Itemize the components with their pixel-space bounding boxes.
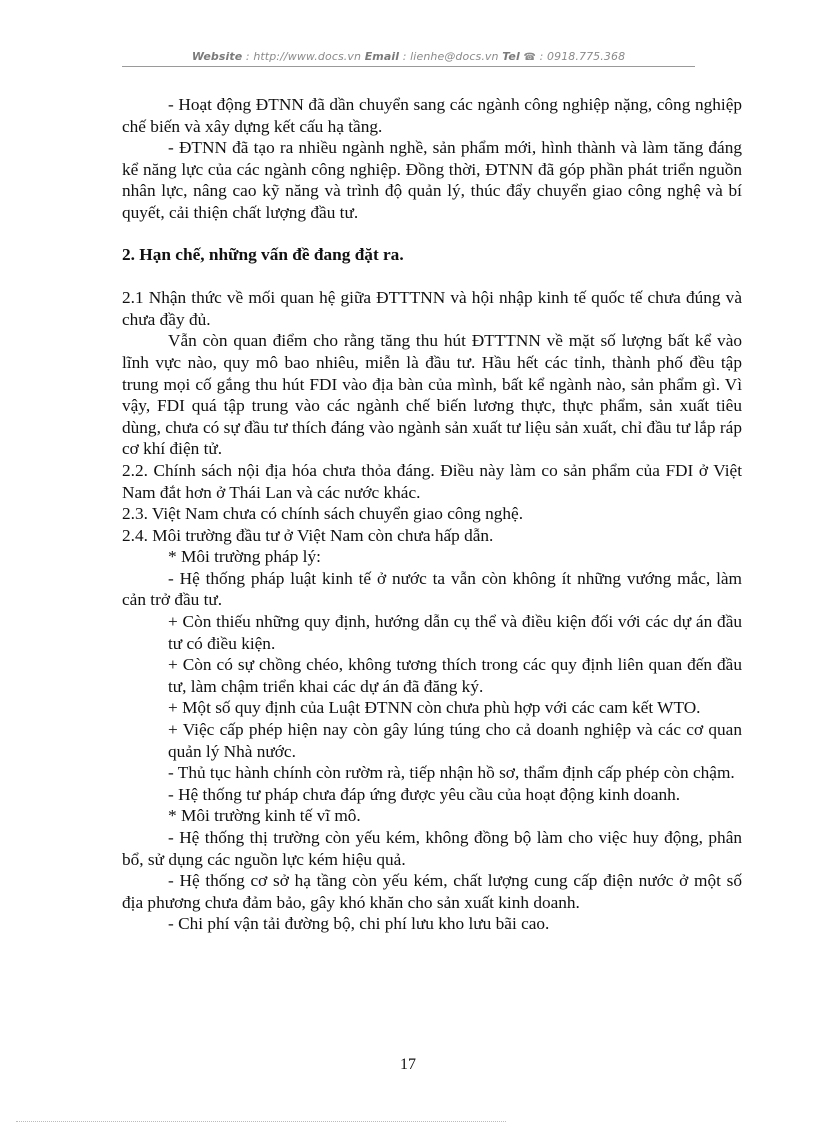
list-subitem: + Còn có sự chồng chéo, không tương thích trong các quy định liên quan đến đầu tư, làm chậm triển khai các dự án đã đăng ký. [168,655,742,696]
tel-label: Tel [502,50,520,63]
list-item: - Hệ thống tư pháp chưa đáp ứng được yêu cầu của hoạt động kinh doanh. [168,784,681,804]
website-label: Website [191,50,243,63]
list-item: - Hệ thống cơ sở hạ tầng còn yếu kém, chất lượng cung cấp điện nước ở một số địa phương chưa đảm bảo, gây khó khăn cho sản xuất kinh doanh. [122,871,742,912]
list-item: - Chi phí vận tải đường bộ, chi phí lưu kho lưu bãi cao. [168,914,550,934]
subheading-legal: * Môi trường pháp lý: [168,547,321,567]
email-label: Email [364,50,400,63]
list-item: - Hệ thống thị trường còn yếu kém, không đồng bộ làm cho việc huy động, phân bổ, sử dụng các nguồn lực kém hiệu quả. [122,828,742,869]
list-item: - Thủ tục hành chính còn rườm rà, tiếp nhận hồ sơ, thẩm định cấp phép còn chậm. [168,763,735,783]
email-value: : lienhe@docs.vn [399,50,503,63]
page-bottom-border [16,1121,506,1122]
paragraph: - ĐTNN đã tạo ra nhiều ngành nghề, sản phẩm mới, hình thành và làm tăng đáng kể năng lực của các ngành công nghiệp. Đồng thời, ĐTNN đã góp phần phát triển nguồn nhân lực, nâng cao kỹ năng và trình độ quản lý, thúc đẩy chuyển giao công nghệ và bí quyết, cải thiện chất lượng đầu tư. [122,138,742,222]
subheading-macro: * Môi trường kinh tế vĩ mô. [168,806,361,826]
page-number: 17 [400,1056,416,1073]
phone-icon: ☎ [523,52,536,63]
subsection-title: 2.4. Môi trường đầu tư ở Việt Nam còn chưa hấp dẫn. [122,525,494,545]
list-item: - Hệ thống pháp luật kinh tế ở nước ta vẫn còn không ít những vướng mắc, làm cản trở đầu tư. [122,568,742,610]
tel-value: : 0918.775.368 [536,50,626,63]
list-subitem: + Một số quy định của Luật ĐTNN còn chưa phù hợp với các cam kết WTO. [168,698,701,718]
list-subitem: + Việc cấp phép hiện nay còn gây lúng túng cho cả doanh nghiệp và các cơ quan quản lý Nhà nước. [168,720,742,761]
section-heading: 2. Hạn chế, những vấn đề đang đặt ra. [122,244,404,264]
subsection-title: 2.2. Chính sách nội địa hóa chưa thỏa đáng. Điều này làm co sản phẩm của FDI ở Việt Nam đắt hơn ở Thái Lan và các nước khác. [122,460,742,502]
list-subitem: + Còn thiếu những quy định, hướng dẫn cụ thể và điều kiện đối với các dự án đầu tư có điều kiện. [168,612,742,653]
website-value: : http://www.docs.vn [242,50,365,63]
subsection-title: 2.3. Việt Nam chưa có chính sách chuyển giao công nghệ. [122,504,524,524]
paragraph: - Hoạt động ĐTNN đã dần chuyển sang các ngành công nghiệp nặng, công nghiệp chế biến và xây dựng kết cấu hạ tầng. [122,95,742,136]
subsection-title: 2.1 Nhận thức về mối quan hệ giữa ĐTTTNN và hội nhập kinh tế quốc tế chưa đúng và chưa đầy đủ. [122,288,742,329]
document-body [122,94,742,935]
page-header [122,47,695,66]
header-divider [122,66,695,67]
paragraph: Vẫn còn quan điểm cho rằng tăng thu hút ĐTTTNN về mặt số lượng bất kể vào lĩnh vực nào, quy mô bao nhiêu, miễn là đầu tư. Hầu hết các tỉnh, thành phố đều tập trung mọi cố gắng thu hút FDI vào địa bàn của mình, bất kể ngành nào, sản phẩm gì. Vì vậy, FDI quá tập trung vào các ngành chế biến lương thực, thực phẩm, sản xuất tiêu dùng, chưa có sự đầu tư thích đáng vào ngành sản xuất tư liệu sản xuất, chỉ đầu tư lắp ráp cơ khí điện tử. [122,331,742,459]
